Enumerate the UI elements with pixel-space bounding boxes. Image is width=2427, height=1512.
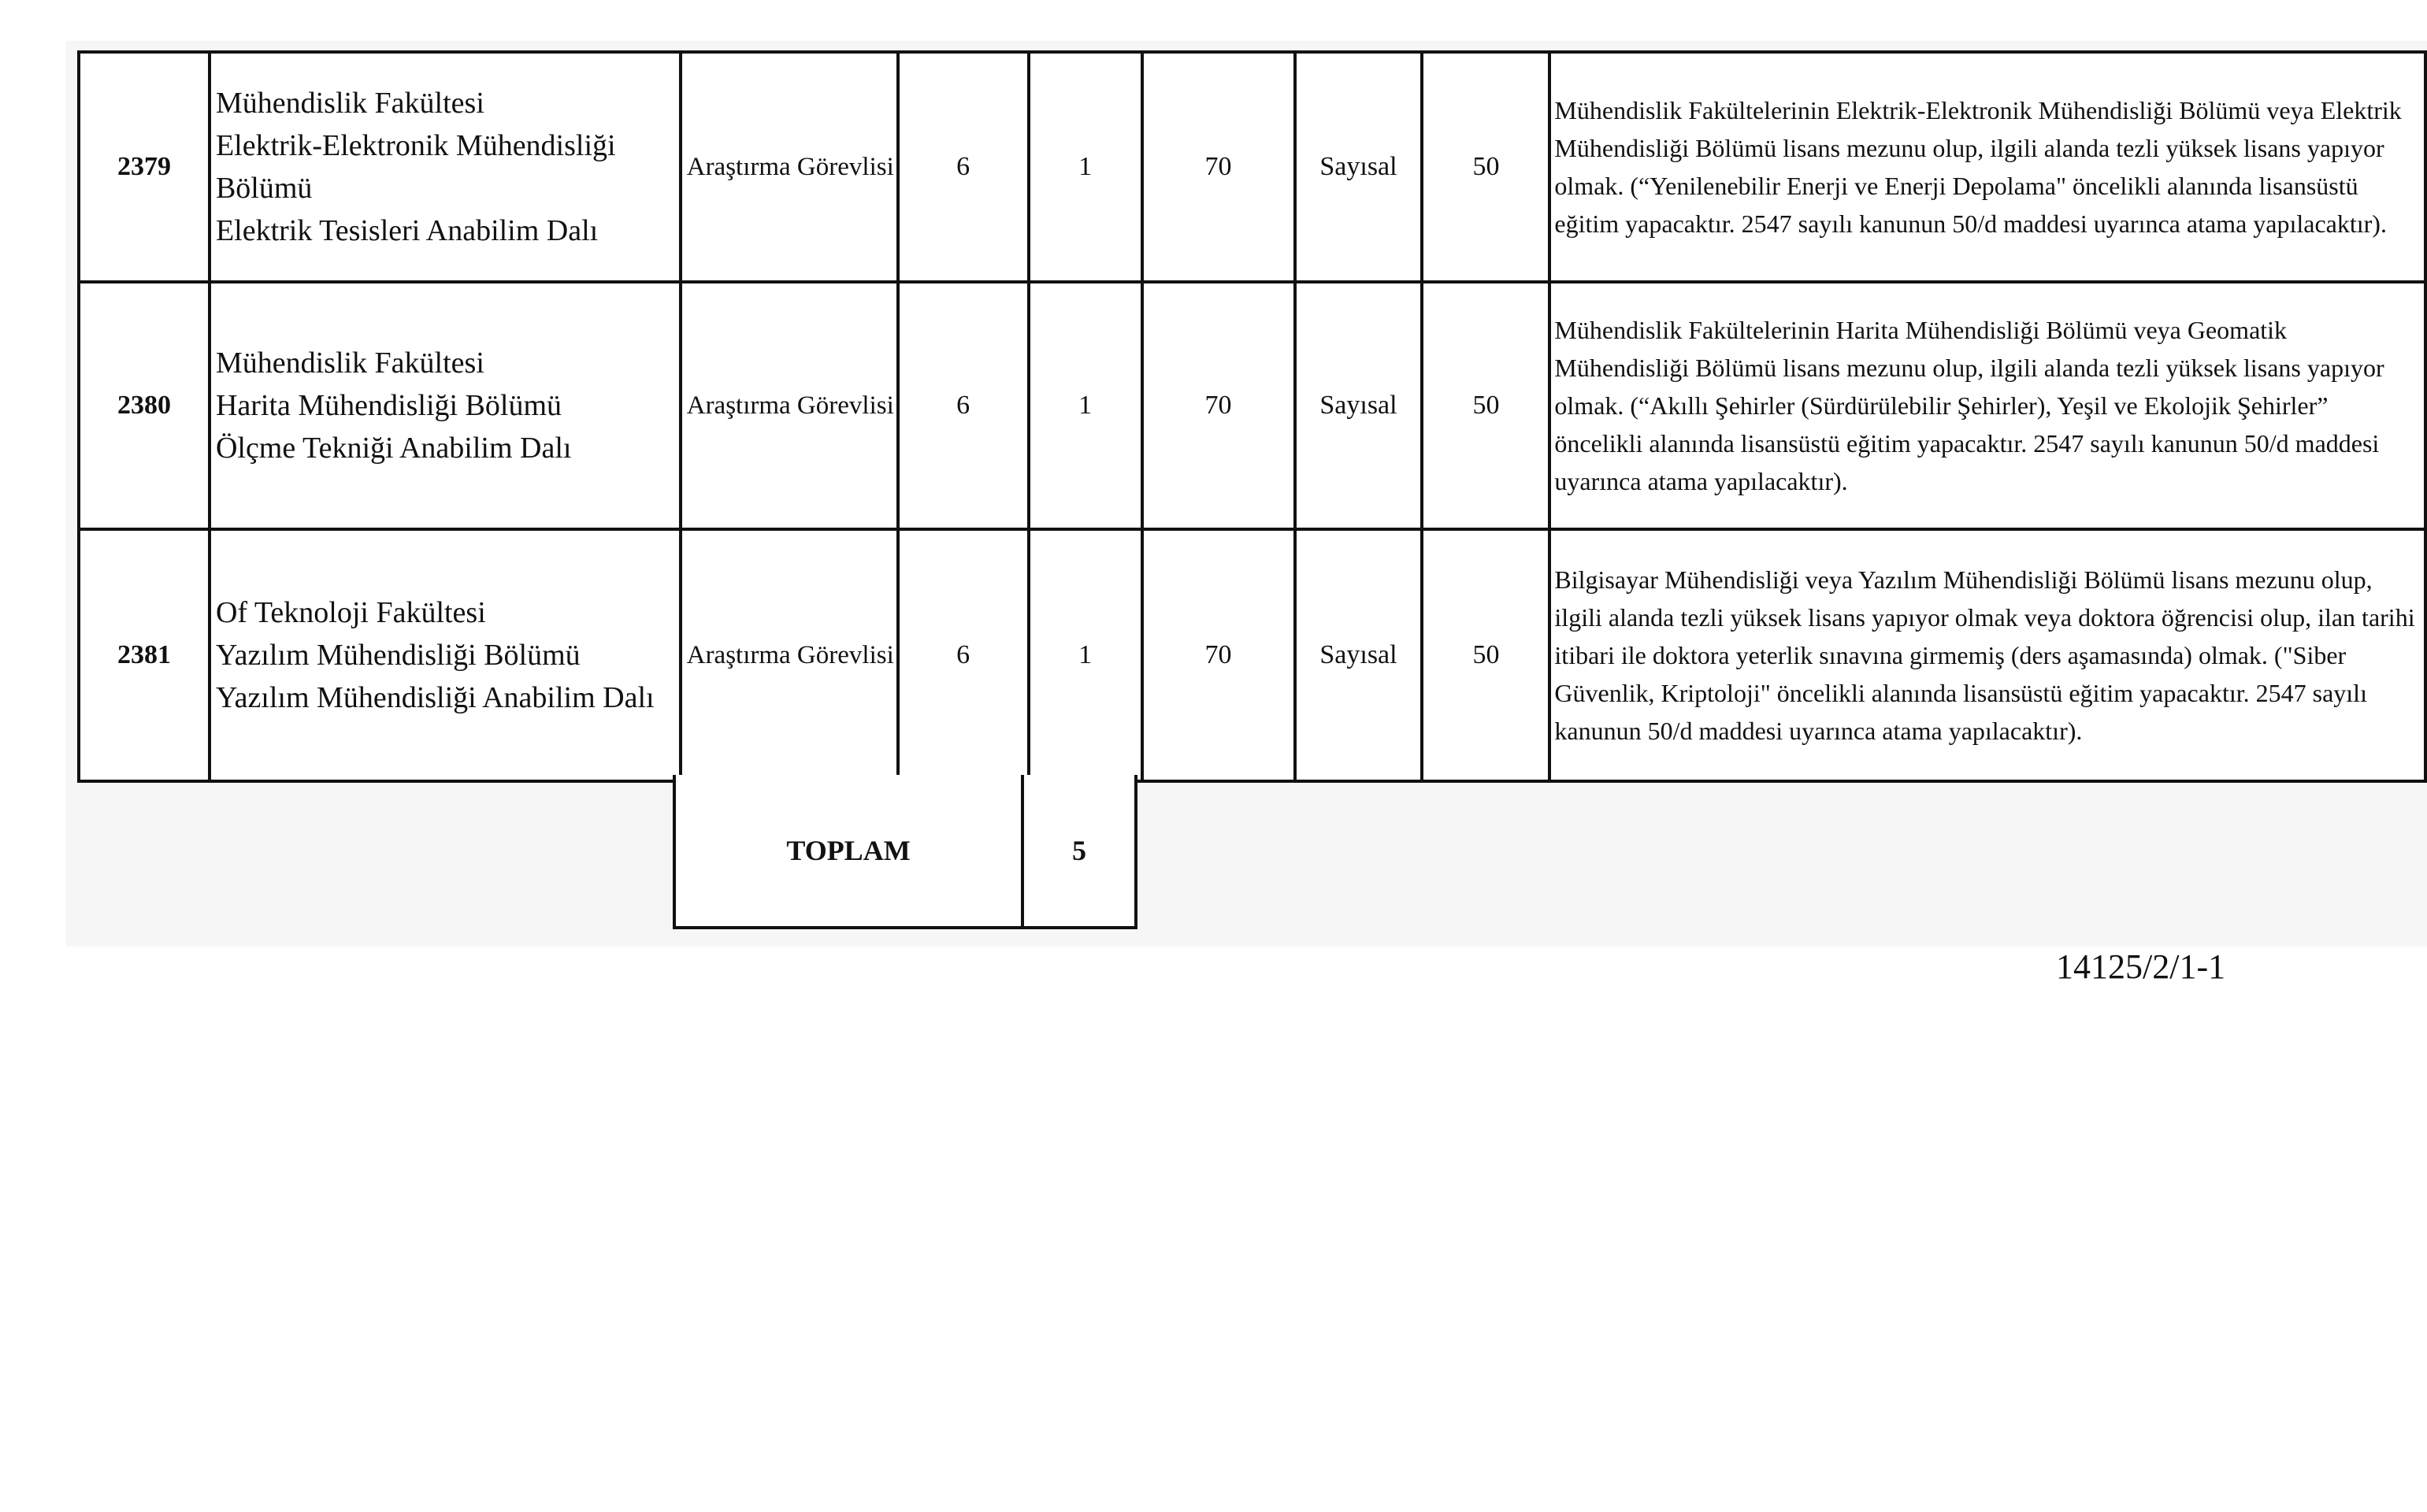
requirements-text: Mühendislik Fakültelerinin Elektrik-Elektronik Mühendisliği Bölümü veya Elektrik Mühendisliği Bölümü lisans mezunu olup, ilgili alanda tezli yüksek lisans yapıyor olmak. (“Yenilenebilir Enerji ve Enerji Depolama" öncelikli alanında lisansüstü eğitim yapacaktır. 2547 sayılı kanunun 50/d maddesi uyarınca atama yapılacaktır).: [1549, 52, 2425, 282]
position-code: 2379: [79, 52, 210, 282]
degree-value: 6: [898, 529, 1029, 781]
count-value: 1: [1029, 529, 1142, 781]
ales-type: Sayısal: [1295, 52, 1423, 282]
positions-table: [77, 50, 2427, 783]
unit-line: Elektrik Tesisleri Anabilim Dalı: [215, 214, 599, 247]
foreign-language-score: 50: [1422, 282, 1549, 529]
unit-line: Yazılım Mühendisliği Anabilim Dalı: [215, 681, 655, 714]
position-title: Araştırma Görevlisi: [681, 282, 898, 529]
total-table: [673, 775, 1137, 929]
ales-score: 70: [1142, 282, 1295, 529]
unit-cell: [210, 529, 681, 781]
requirements-text: Bilgisayar Mühendisliği veya Yazılım Mühendisliği Bölümü lisans mezunu olup, ilgili alanda tezli yüksek lisans yapıyor olmak veya doktora öğrencisi olup, ilan tarihi itibari ile doktora yeterlik sınavına girmemiş (ders aşamasında) olmak. ("Siber Güvenlik, Kriptoloji" öncelikli alanında lisansüstü eğitim yapacaktır. 2547 sayılı kanunun 50/d maddesi uyarınca atama yapılacaktır).: [1549, 529, 2425, 781]
degree-value: 6: [898, 282, 1029, 529]
unit-cell: [210, 52, 681, 282]
requirements-text: Mühendislik Fakültelerinin Harita Mühendisliği Bölümü veya Geomatik Mühendisliği Bölümü lisans mezunu olup, ilgili alanda tezli yüksek lisans yapıyor olmak. (“Akıllı Şehirler (Sürdürülebilir Şehirler), Yeşil ve Ekolojik Şehirler” öncelikli alanında lisansüstü eğitim yapacaktır. 2547 sayılı kanunun 50/d maddesi uyarınca atama yapılacaktır).: [1549, 282, 2425, 529]
ales-score: 70: [1142, 529, 1295, 781]
foreign-language-score: 50: [1422, 529, 1549, 781]
degree-value: 6: [898, 52, 1029, 282]
table-row: [79, 52, 2425, 282]
unit-line: Ölçme Tekniği Anabilim Dalı: [215, 432, 572, 465]
unit-cell: [210, 282, 681, 529]
count-value: 1: [1029, 282, 1142, 529]
unit-line: Bölümü: [215, 172, 313, 205]
unit-line: Elektrik-Elektronik Mühendisliği: [215, 129, 616, 162]
table-row: [79, 529, 2425, 781]
unit-line: Yazılım Mühendisliği Bölümü: [215, 639, 581, 672]
unit-line: Mühendislik Fakültesi: [215, 87, 484, 120]
position-title: Araştırma Görevlisi: [681, 529, 898, 781]
total-value: 5: [1022, 775, 1136, 928]
total-label: TOPLAM: [674, 775, 1022, 928]
ales-score: 70: [1142, 52, 1295, 282]
total-row: [674, 775, 1136, 928]
unit-line: Of Teknoloji Fakültesi: [215, 596, 486, 629]
position-code: 2381: [79, 529, 210, 781]
position-title: Araştırma Görevlisi: [681, 52, 898, 282]
unit-line: Mühendislik Fakültesi: [215, 346, 484, 380]
ales-type: Sayısal: [1295, 282, 1423, 529]
unit-line: Harita Mühendisliği Bölümü: [215, 389, 562, 422]
count-value: 1: [1029, 52, 1142, 282]
table-row: [79, 282, 2425, 529]
document-number: 14125/2/1-1: [2056, 947, 2226, 986]
ales-type: Sayısal: [1295, 529, 1423, 781]
foreign-language-score: 50: [1422, 52, 1549, 282]
position-code: 2380: [79, 282, 210, 529]
